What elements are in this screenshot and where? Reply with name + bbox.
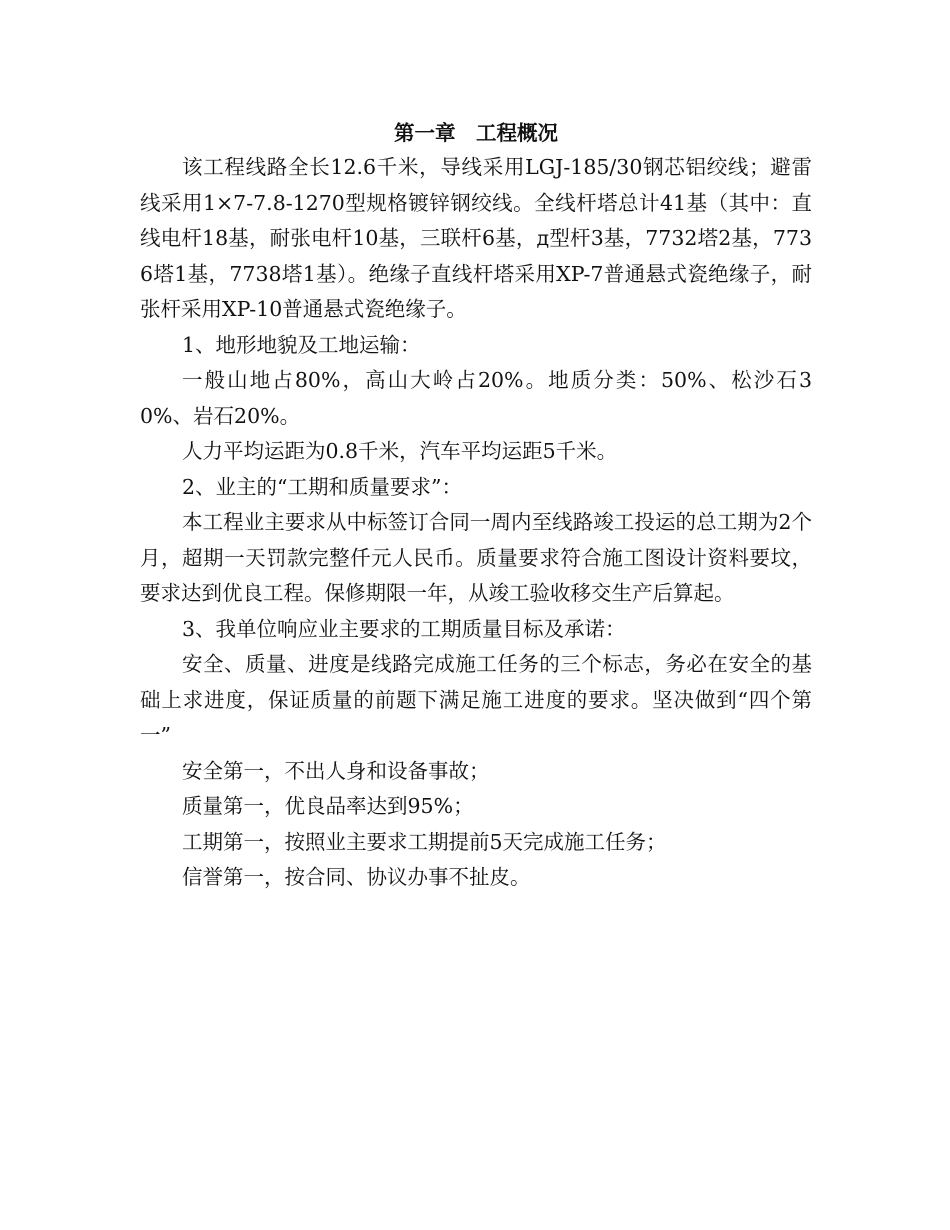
list-item-quality: 质量第一，优良品率达到95%； (182, 794, 474, 818)
paragraph-terrain: 一般山地占80%，高山大岭占20%。地质分类：50%、松沙石30%、岩石20%。 (140, 368, 812, 428)
list-item-safety: 安全第一，不出人身和设备事故； (182, 758, 490, 783)
paragraph-commitments: 安全、质量、进度是线路完成施工任务的三个标志，务必在安全的基础上求进度，保证质量的前题下满足施工进度的要求。坚决做到“四个第一” (140, 652, 812, 747)
paragraph-heading-requirements: 2、业主的“工期和质量要求”： (182, 474, 463, 499)
paragraph-overview: 该工程线路全长12.6千米，导线采用LGJ-185/30钢芯铝绞线；避雷线采用1×7-7.8-1270型规格镀锌钢绞线。全线杆塔总计41基（其中：直线电杆18基，耐张电杆10基，三联杆6基，д型杆3基，7732塔2基，7736塔1基，7738塔1基）。绝缘子直线杆塔采用XP-7普通悬式瓷绝缘子，耐张杆采用XP-10普通悬式瓷绝缘子。 (140, 155, 812, 321)
chapter-title: 第一章 工程概况 (394, 121, 558, 145)
document-body (140, 118, 812, 896)
list-item-reputation: 信誉第一，按合同、协议办事不扯皮。 (182, 865, 531, 889)
paragraph-transport: 人力平均运距为0.8千米，汽车平均运距5千米。 (182, 439, 618, 463)
paragraph-heading-commitments: 3、我单位响应业主要求的工期质量目标及承诺： (182, 616, 626, 641)
list-item-schedule: 工期第一，按照业主要求工期提前5天完成施工任务； (182, 829, 667, 854)
paragraph-heading-terrain: 1、地形地貌及工地运输： (182, 332, 421, 357)
paragraph-requirements: 本工程业主要求从中标签订合同一周内至线路竣工投运的总工期为2个月，超期一天罚款完整仟元人民币。质量要求符合施工图设计资料要坟，要求达到优良工程。保修期限一年，从竣工验收移交生产后算起。 (140, 510, 812, 605)
